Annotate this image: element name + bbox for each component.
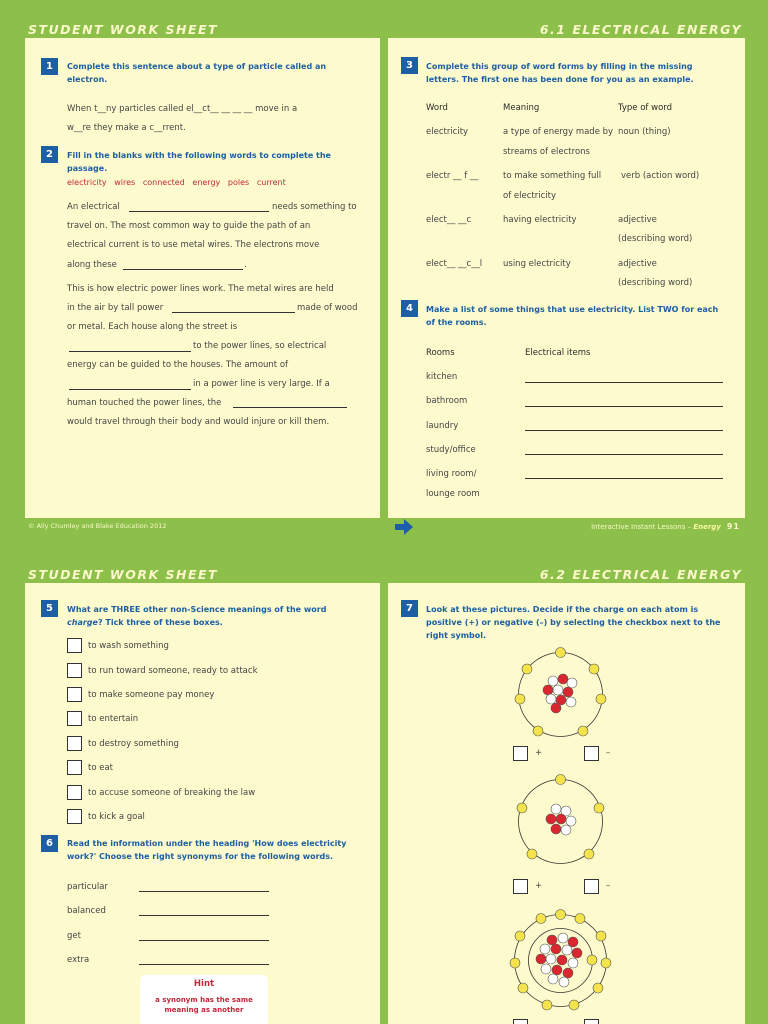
room-label: kitchen: [426, 372, 458, 382]
section-title: 6.2 ELECTRICAL ENERGY: [539, 567, 742, 582]
passage-text: needs something to: [272, 202, 357, 212]
plus-symbol: +: [535, 748, 543, 758]
page-number: 91: [726, 522, 740, 531]
meaning-cell: to make something full: [503, 171, 602, 181]
answer-blank[interactable]: [525, 406, 723, 407]
copyright-text: © Ally Chumley and Blake Education 2012: [28, 522, 167, 530]
column-header-items: Electrical items: [525, 348, 591, 358]
passage-text: This is how electric power lines work. The metal wires are held: [67, 284, 334, 294]
word-cell[interactable]: elect__ __c__l: [426, 259, 483, 269]
sentence-line: When t__ny particles called el__ct__ __ __ __ move in a: [67, 104, 298, 114]
negative-checkbox[interactable]: [584, 1019, 599, 1024]
answer-blank[interactable]: [172, 312, 295, 313]
option-checkbox[interactable]: [67, 663, 82, 678]
question-prompt: What are THREE other non-Science meanings of the word charge? Tick three of these boxes.: [67, 605, 327, 627]
passage-text: would travel through their body and would injure or kill them.: [67, 417, 330, 427]
type-cell: (describing word): [618, 278, 693, 288]
answer-blank[interactable]: [525, 430, 723, 431]
answer-blank[interactable]: [525, 478, 723, 479]
passage-text: to the power lines, so electrical: [193, 341, 327, 351]
answer-blank[interactable]: [129, 211, 269, 212]
question-number: 2: [41, 146, 58, 163]
hint-box: [140, 975, 268, 1024]
atom-diagram-3: [508, 908, 613, 1013]
question-number: 4: [401, 300, 418, 317]
panel-questions-5-6: [25, 583, 380, 1024]
option-checkbox[interactable]: [67, 785, 82, 800]
panel-question-7: [388, 583, 745, 1024]
hint-title: Hint: [193, 979, 215, 989]
meaning-cell: of electricity: [503, 191, 556, 201]
series-topic: Energy: [693, 523, 721, 531]
word-bank-item: energy: [192, 178, 221, 187]
option-label: to accuse someone of breaking the law: [88, 788, 256, 798]
question-prompt: Look at these pictures. Decide if the charge on each atom is positive (+) or negative (–) by selecting the checkbox next to the right symbol.: [426, 605, 721, 640]
option-label: to run toward someone, ready to attack: [88, 666, 258, 676]
answer-blank[interactable]: [139, 891, 269, 892]
meaning-cell: a type of energy made by: [503, 127, 614, 137]
synonym-word: get: [67, 931, 81, 941]
word-cell[interactable]: elect__ __c: [426, 215, 472, 225]
footer-credit: [591, 522, 740, 531]
passage-text: travel on. The most common way to guide the path of an: [67, 221, 311, 231]
column-header-word: Word: [426, 103, 448, 113]
plus-symbol: +: [535, 881, 543, 891]
passage-text: An electrical: [67, 202, 120, 212]
question-number: 3: [401, 57, 418, 74]
answer-blank[interactable]: [69, 389, 191, 390]
type-cell: (describing word): [618, 234, 693, 244]
word-cell[interactable]: electr __ f __: [426, 171, 479, 181]
positive-checkbox[interactable]: [513, 746, 528, 761]
passage-text: human touched the power lines, the: [67, 398, 222, 408]
question-prompt: Complete this group of word forms by filling in the missing letters. The first one has been done for you as an example.: [426, 62, 694, 84]
type-cell: adjective: [618, 215, 657, 225]
atom-diagram-2: [513, 774, 608, 869]
answer-blank[interactable]: [123, 269, 243, 270]
type-cell: adjective: [618, 259, 657, 269]
synonym-word: extra: [67, 955, 90, 965]
section-title: 6.1 ELECTRICAL ENERGY: [539, 22, 742, 37]
top-header: [0, 0, 768, 38]
atom-diagram-1: [513, 647, 608, 742]
negative-checkbox[interactable]: [584, 746, 599, 761]
option-checkbox[interactable]: [67, 736, 82, 751]
room-label: living room/: [426, 469, 477, 479]
word-bank-item: wires: [114, 178, 136, 187]
question-prompt: Read the information under the heading 'How does electricity work?' Choose the right synonyms for the following words.: [67, 839, 347, 861]
question-number: 6: [41, 835, 58, 852]
word-bank: [67, 176, 367, 189]
minus-symbol: –: [606, 881, 611, 891]
option-label: to make someone pay money: [88, 690, 215, 700]
answer-blank[interactable]: [69, 351, 191, 352]
word-bank-item: connected: [142, 178, 185, 187]
meaning-cell: using electricity: [503, 259, 571, 269]
answer-blank[interactable]: [525, 454, 723, 455]
positive-checkbox[interactable]: [513, 879, 528, 894]
positive-checkbox[interactable]: [513, 1019, 528, 1024]
meaning-cell: having electricity: [503, 215, 577, 225]
column-header-type: Type of word: [618, 103, 673, 113]
negative-checkbox[interactable]: [584, 879, 599, 894]
hint-text: a synonym has the same meaning as another: [155, 996, 253, 1014]
synonym-word: particular: [67, 882, 108, 892]
answer-blank[interactable]: [139, 915, 269, 916]
series-name: Interactive Instant Lessons –: [591, 523, 694, 531]
passage-text: or metal. Each house along the street is: [67, 322, 238, 332]
room-label: bathroom: [426, 396, 468, 406]
meaning-cell: streams of electrons: [503, 147, 590, 157]
answer-blank[interactable]: [233, 407, 347, 408]
passage-text: made of wood: [297, 303, 358, 313]
option-label: to entertain: [88, 714, 139, 724]
passage-text: in the air by tall power: [67, 303, 164, 313]
synonym-word: balanced: [67, 906, 106, 916]
sentence-line: w__re they make a c__rrent.: [67, 123, 186, 133]
worksheet-title: STUDENT WORK SHEET: [28, 567, 219, 582]
type-cell: verb (action word): [621, 171, 700, 181]
passage-text: energy can be guided to the houses. The amount of: [67, 360, 289, 370]
option-label: to kick a goal: [88, 812, 145, 822]
column-header-meaning: Meaning: [503, 103, 540, 113]
question-prompt: Complete this sentence about a type of particle called an electron.: [67, 62, 327, 84]
question-prompt: Fill in the blanks with the following words to complete the passage.: [67, 151, 331, 173]
passage-text: in a power line is very large. If a: [193, 379, 330, 389]
option-checkbox[interactable]: [67, 809, 82, 824]
question-prompt: Make a list of some things that use electricity. List TWO for each of the rooms.: [426, 305, 719, 327]
question-number: 5: [41, 600, 58, 617]
worksheet-title: STUDENT WORK SHEET: [28, 22, 219, 37]
option-checkbox[interactable]: [67, 711, 82, 726]
word-bank-item: electricity: [67, 178, 107, 187]
type-cell: noun (thing): [618, 127, 671, 137]
panel-questions-3-4: [388, 38, 745, 518]
word-bank-item: poles: [227, 178, 250, 187]
option-checkbox[interactable]: [67, 760, 82, 775]
answer-blank[interactable]: [525, 382, 723, 383]
word-bank-item: current: [256, 178, 286, 187]
column-header-rooms: Rooms: [426, 348, 455, 358]
option-label: to wash something: [88, 641, 169, 651]
question-number: 1: [41, 58, 58, 75]
option-checkbox[interactable]: [67, 687, 82, 702]
word-cell: electricity: [426, 127, 469, 137]
panel-questions-1-2: [25, 38, 380, 518]
option-label: to destroy something: [88, 739, 179, 749]
room-label: lounge room: [426, 489, 480, 499]
passage-text: .: [244, 260, 247, 270]
room-label: study/office: [426, 445, 476, 455]
answer-blank[interactable]: [139, 964, 269, 965]
next-page-arrow-icon[interactable]: [395, 519, 413, 535]
passage-text: along these: [67, 260, 117, 270]
option-checkbox[interactable]: [67, 638, 82, 653]
minus-symbol: –: [606, 748, 611, 758]
passage-text: electrical current is to use metal wires. The electrons move: [67, 240, 320, 250]
option-label: to eat: [88, 763, 114, 773]
room-label: laundry: [426, 421, 459, 431]
question-number: 7: [401, 600, 418, 617]
bottom-header: [0, 545, 768, 583]
answer-blank[interactable]: [139, 940, 269, 941]
